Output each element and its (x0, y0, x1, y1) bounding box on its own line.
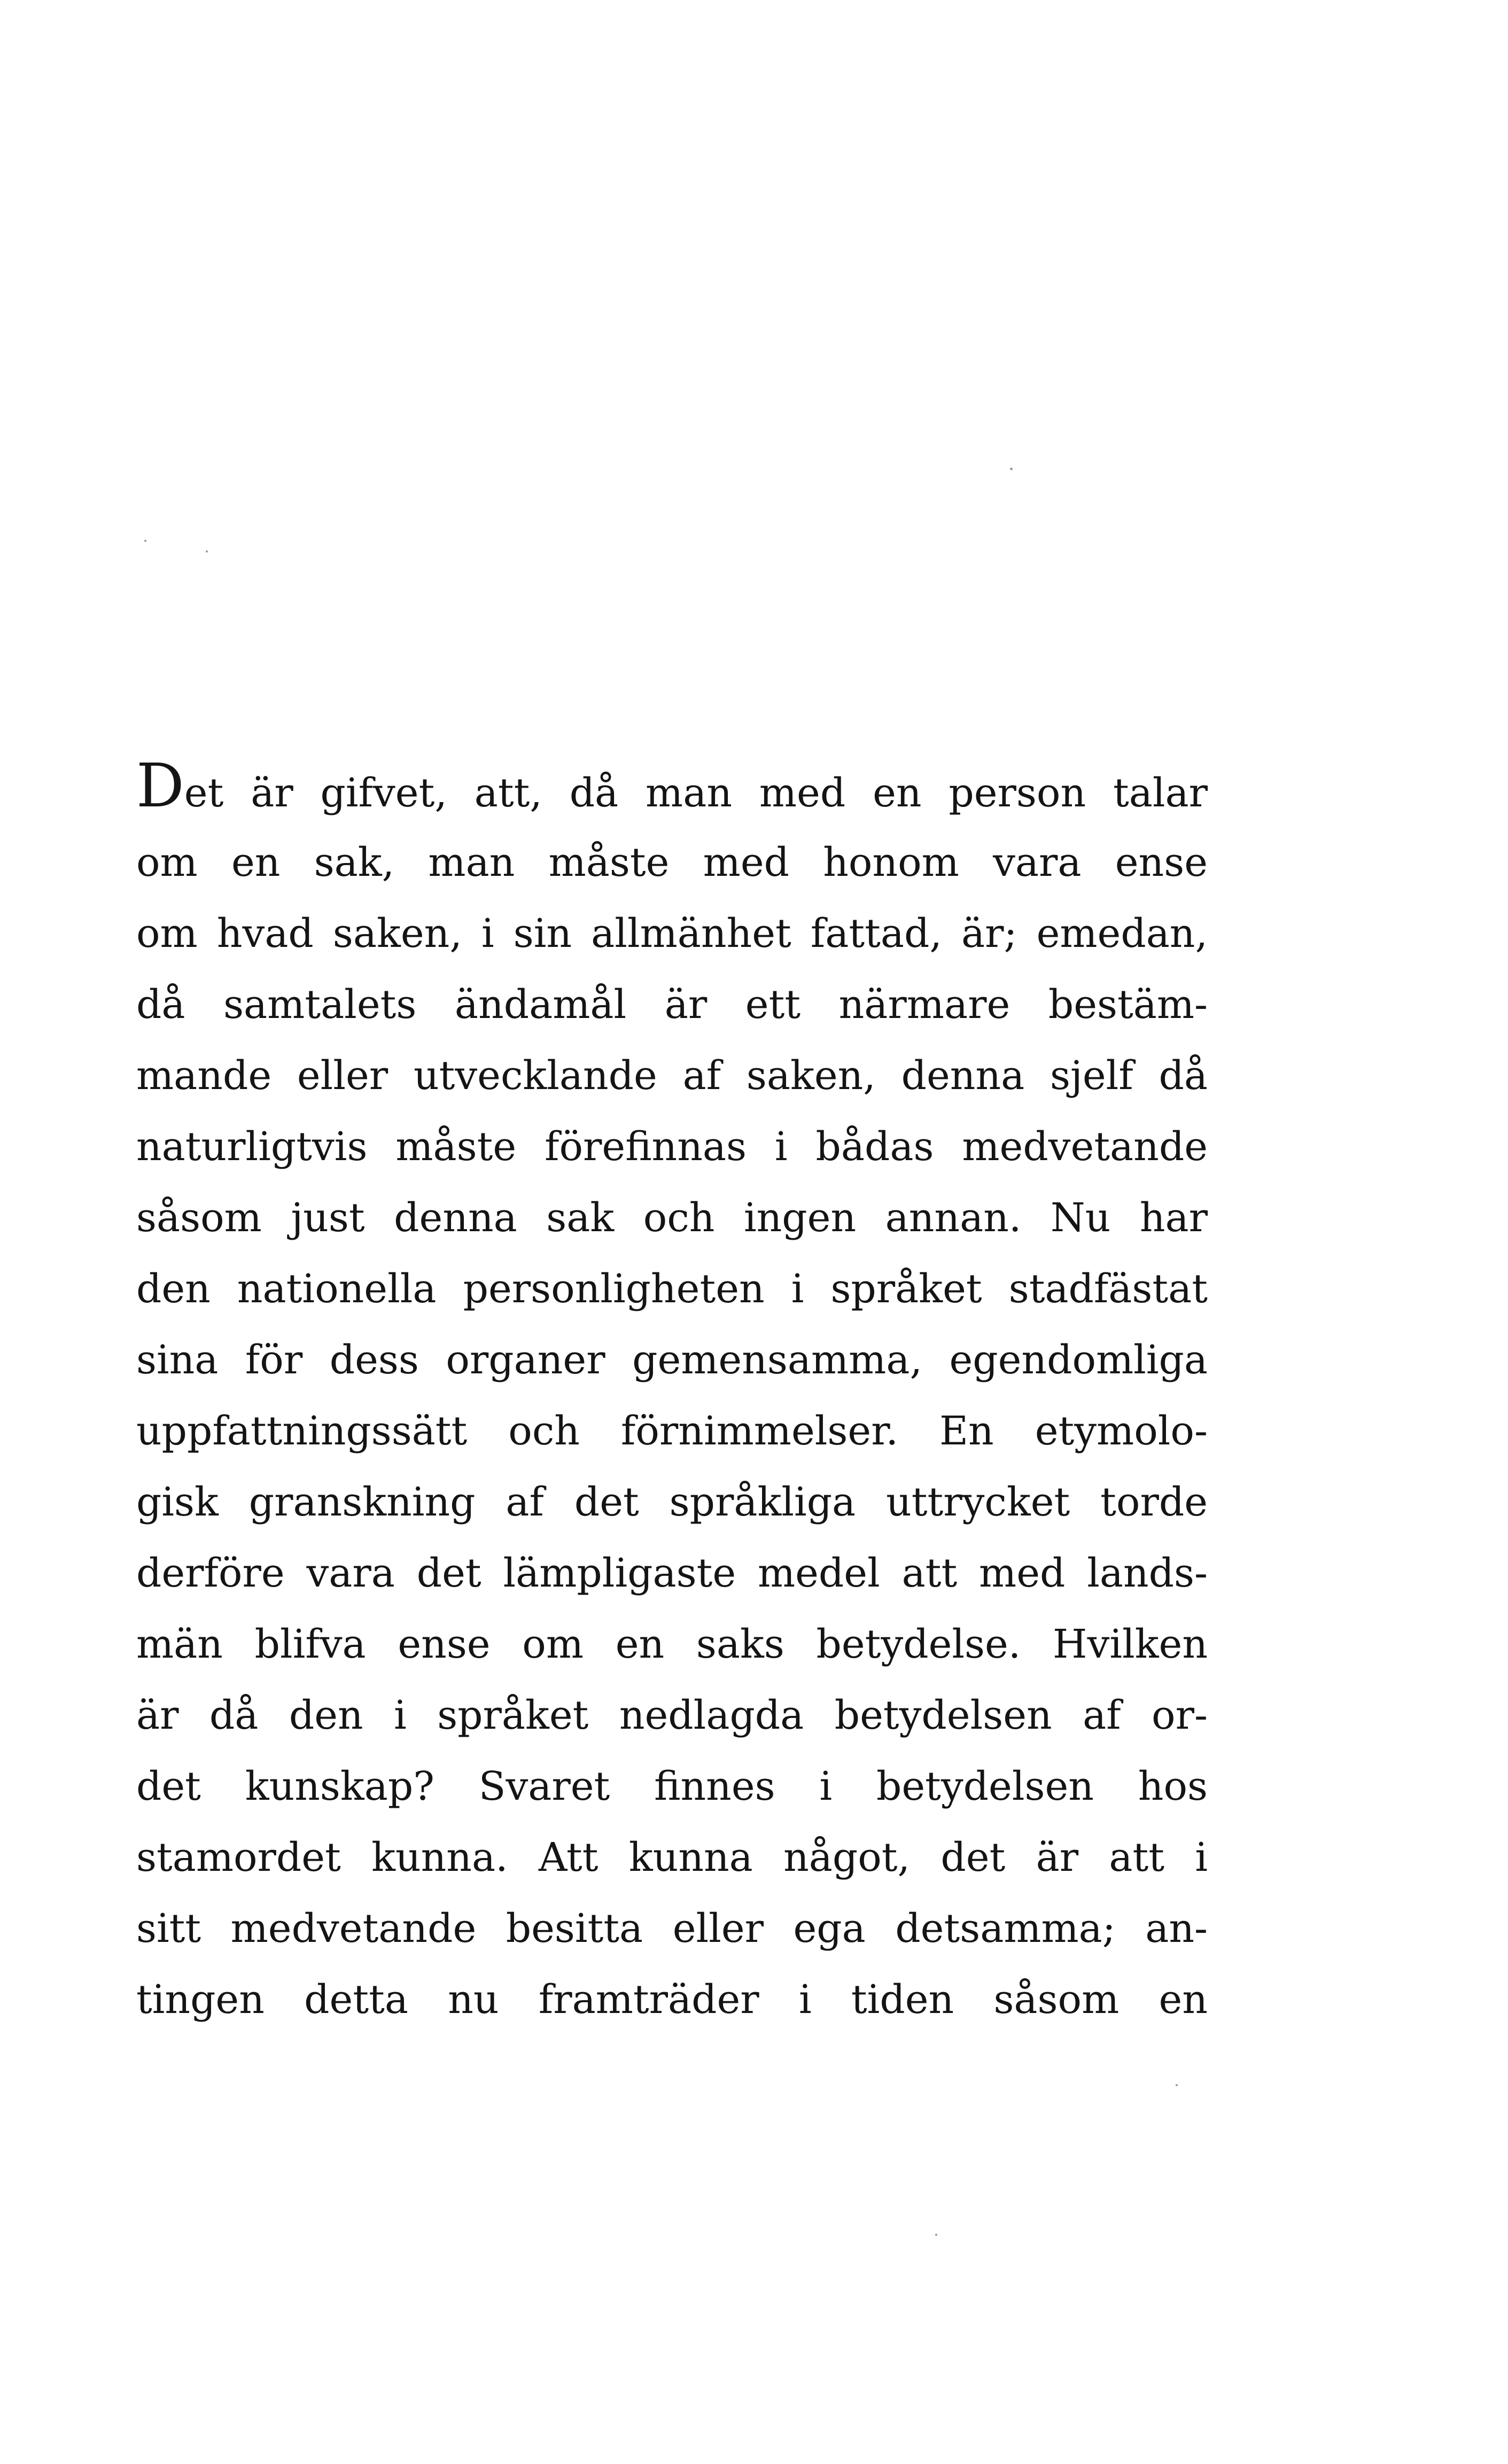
paper-speck (144, 540, 146, 542)
text-line: Det är gifvet, att, då man med en person talar (136, 751, 1208, 821)
text-line: sitt medvetande besitta eller ega detsamma; an- (136, 1906, 1208, 1952)
text-line: då samtalets ändamål är ett närmare bestäm- (136, 982, 1208, 1028)
text-line: gisk granskning af det språkliga uttrycket torde (136, 1479, 1208, 1525)
text-line: sina för dess organer gemensamma, egendomliga (136, 1337, 1208, 1383)
text-line: det kunskap? Svaret finnes i betydelsen hos (136, 1763, 1208, 1809)
paper-speck (935, 2234, 937, 2236)
text-line: tingen detta nu framträder i tiden såsom en (136, 1977, 1208, 2023)
text-line: mande eller utvecklande af saken, denna sjelf då (136, 1053, 1208, 1099)
text-line: uppfattningssätt och förnimmelser. En etymolo- (136, 1408, 1208, 1454)
paper-speck (1010, 468, 1013, 470)
text-line: såsom just denna sak och ingen annan. Nu har (136, 1195, 1208, 1241)
text-line: om en sak, man måste med honom vara ense (136, 840, 1208, 885)
paper-speck (1176, 2084, 1178, 2086)
text-line: naturligtvis måste förefinnas i bådas medvetande (136, 1124, 1208, 1170)
text-line: om hvad saken, i sin allmänhet fattad, är; emedan, (136, 911, 1208, 957)
text-line: stamordet kunna. Att kunna något, det är att i (136, 1835, 1208, 1880)
paper-speck (206, 550, 208, 553)
text-line: derföre vara det lämpligaste medel att med lands- (136, 1550, 1208, 1596)
text-line: män blifva ense om en saks betydelse. Hvilken (136, 1621, 1208, 1667)
text-line: är då den i språket nedlagda betydelsen af or- (136, 1692, 1208, 1738)
body-text (136, 751, 1208, 2035)
text-line: den nationella personligheten i språket stadfästat (136, 1266, 1208, 1312)
drop-cap: D (136, 751, 184, 821)
